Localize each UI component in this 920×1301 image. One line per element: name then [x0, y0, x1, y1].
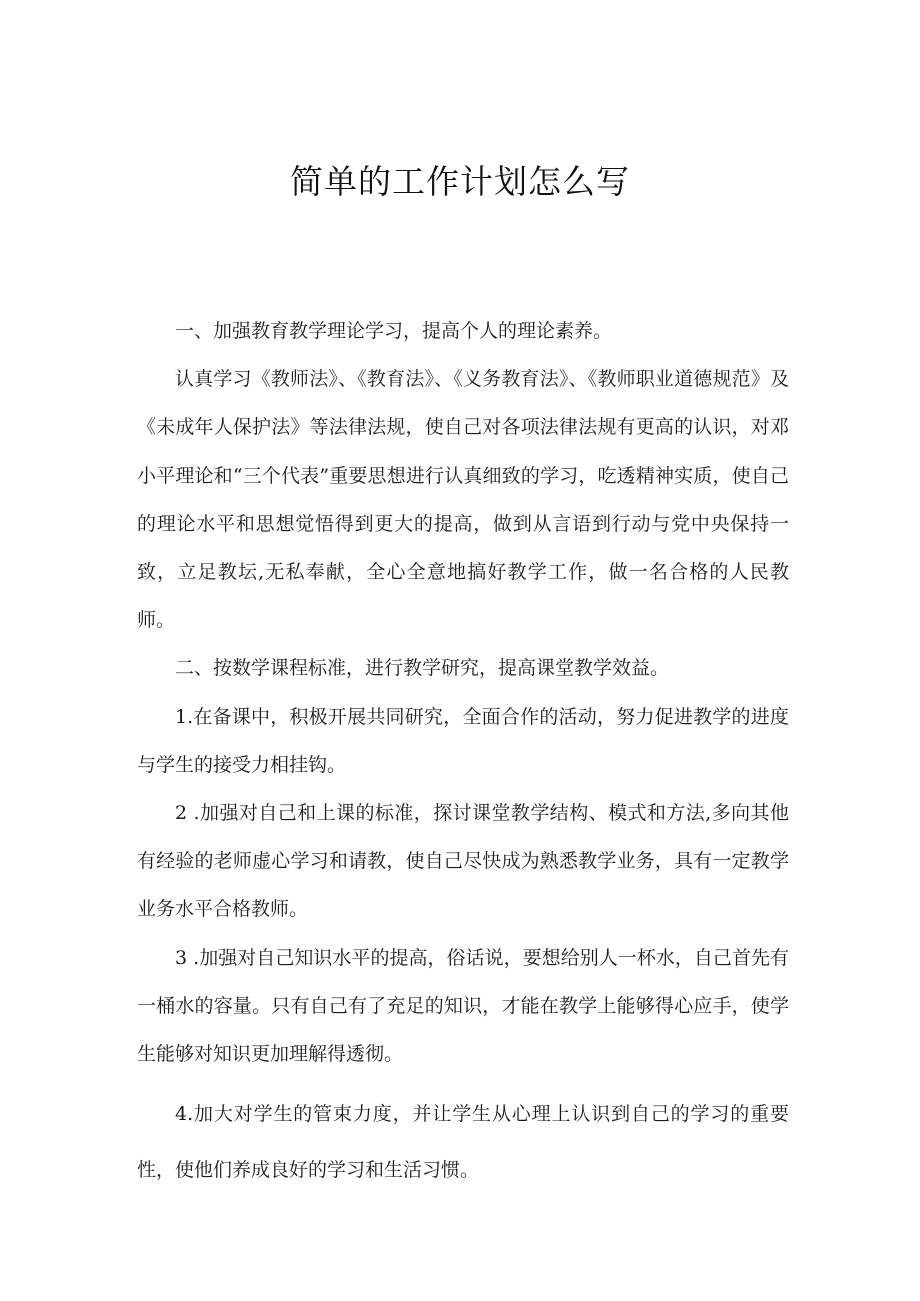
list-item: 4.加大对学生的管束力度，并让学生从心理上认识到自己的学习的重要性，使他们养成良好的学习和生活习惯。 [137, 1103, 789, 1182]
document-body [137, 307, 789, 1198]
paragraph: 认真学习《教师法》、《教育法》、《义务教育法》、《教师职业道德规范》及《未成年人保护法》等法律法规，使自己对各项法律法规有更高的认识，对邓小平理论和“三个代表”重要思想进行认真细致的学习，吃透精神实质，使自己的理论水平和思想觉悟得到更大的提高，做到从言语到行动与党中央保持一致，立足教坛,无私奉献，全心全意地搞好教学工作，做一名合格的人民教师。 [137, 368, 789, 632]
list-item: 1.在备课中，积极开展共同研究，全面合作的活动，努力促进教学的进度与学生的接受力相挂钩。 [137, 705, 789, 776]
list-item: 2 .加强对自己和上课的标准，探讨课堂教学结构、模式和方法,多向其他有经验的老师虚心学习和请教，使自己尽快成为熟悉教学业务，具有一定教学业务水平合格教师。 [137, 802, 789, 921]
section-heading-1: 一、加强教育教学理论学习，提高个人的理论素养。 [175, 320, 613, 342]
section-heading-2: 二、按数学课程标准，进行教学研究，提高课堂教学效益。 [175, 657, 670, 680]
list-item: 3 .加强对自己知识水平的提高，俗话说，要想给别人一杯水，自己首先有一桶水的容量。只有自己有了充足的知识，才能在教学上能够得心应手，使学生能够对知识更加理解得透彻。 [137, 946, 789, 1066]
document-title: 简单的工作计划怎么写 [290, 162, 630, 201]
